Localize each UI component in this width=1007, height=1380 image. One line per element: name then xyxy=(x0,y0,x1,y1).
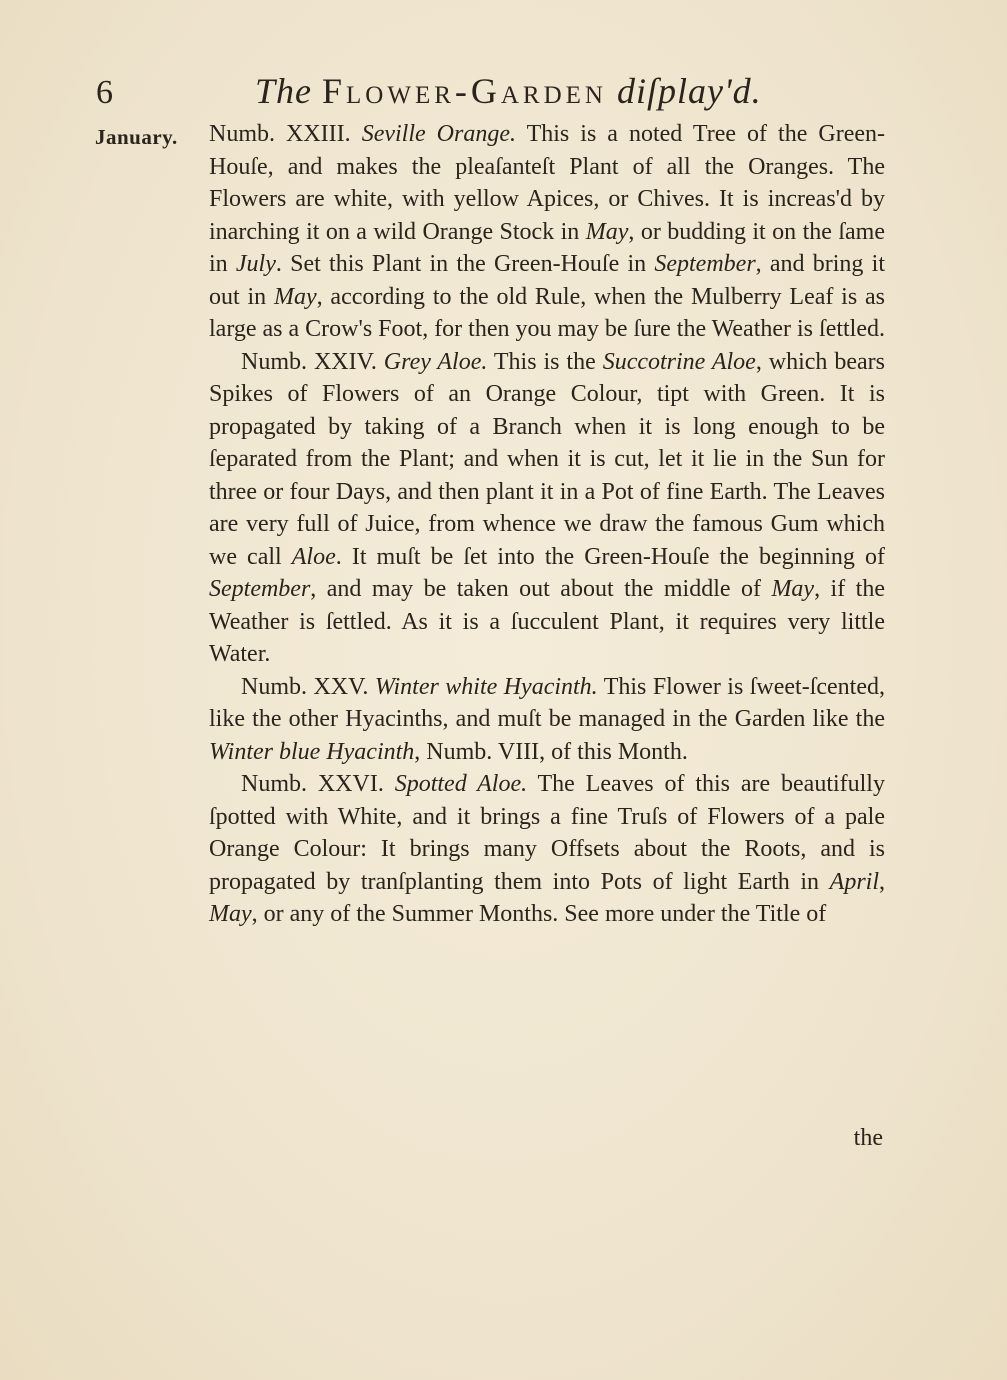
italic-run: Aloe xyxy=(291,543,336,570)
text-run: , if the Weather is ſettled. As it is a ſucculent Plant, it requires very little Water. xyxy=(209,576,885,667)
italic-run: Grey Aloe. xyxy=(383,348,488,375)
text-run: Numb. XXIV. xyxy=(241,348,384,375)
italic-run: April xyxy=(829,868,879,895)
text-run: , or any of the Summer Months. See more under the Title of xyxy=(251,901,827,927)
text-run: , or budding it on the ſame in xyxy=(209,218,885,277)
text-run: Numb. XXIII. xyxy=(209,121,362,147)
italic-run: Winter blue Hyacinth xyxy=(209,738,415,765)
paragraph xyxy=(209,118,885,346)
catchword: the xyxy=(853,1125,883,1151)
text-run: This Flower is ſweet-ſcented, like the other Hyacinths, and muſt be managed in the Garden like the xyxy=(209,673,885,732)
body-text xyxy=(209,118,885,931)
italic-run: May xyxy=(585,218,629,245)
italic-run: Succotrine Aloe xyxy=(602,348,756,375)
italic-run: July xyxy=(235,251,276,277)
italic-run: September xyxy=(654,251,756,277)
text-run: , xyxy=(879,868,885,895)
text-run: . It muſt be ſet into the Green-Houſe the beginning of xyxy=(335,543,885,570)
text-run: , Numb. VIII, of this Month. xyxy=(414,738,688,765)
italic-run: May xyxy=(273,283,317,310)
running-head xyxy=(255,70,762,112)
text-run: This is a noted Tree of the Green-Houſe, and makes the pleaſanteſt Plant of all the Oranges. The Flowers are white, with yellow Apices, or Chives. It is increas'd by inarching it on a wild Orange Stock in xyxy=(209,121,885,245)
text-run: , which bears Spikes of Flowers of an Orange Colour, tipt with Green. It is propagated by taking of a Branch when it is long enough to be ſeparated from the Plant; and when it is cut, let it lie in the Sun for three or four Days, and then plant it in a Pot of fine Earth. The Leaves are very full of Juice, from whence we draw the famous Gum which we call xyxy=(209,348,885,570)
text-run: . Set this Plant in the Green-Houſe in xyxy=(275,251,655,277)
page-number: 6 xyxy=(96,74,113,111)
text-run: , and may be taken out about the middle of xyxy=(310,576,772,602)
text-run: The Leaves of this are beautifully ſpotted with White, and it brings a fine Truſs of Flowers of a pale Orange Colour: It brings many Offsets about the Roots, and is propagated by tranſplanting them into Pots of light Earth in xyxy=(209,771,885,895)
text-run: Numb. XXVI. xyxy=(241,771,395,797)
running-head-the: The xyxy=(255,71,322,111)
italic-run: May xyxy=(771,576,815,602)
italic-run: May xyxy=(209,901,252,927)
italic-run: Seville Orange. xyxy=(361,121,516,147)
running-head-flower-garden: Flower-Garden xyxy=(322,71,607,111)
running-head-displayd: diſplay'd. xyxy=(606,71,762,111)
italic-run: September xyxy=(209,576,311,602)
text-run: , according to the old Rule, when the Mulberry Leaf is as large as a Crow's Foot, for then you may be ſure the Weather is ſettled. xyxy=(209,283,885,342)
paragraph xyxy=(209,346,885,671)
text-run: , and bring it out in xyxy=(209,251,886,310)
italic-run: Spotted Aloe. xyxy=(394,771,528,797)
margin-note-month: January. xyxy=(95,125,178,149)
paragraph xyxy=(209,671,885,769)
text-run: Numb. XXV. xyxy=(241,673,375,700)
italic-run: Winter white Hyacinth. xyxy=(374,673,598,700)
text-run: This is the xyxy=(487,348,603,375)
paragraph xyxy=(209,768,885,931)
